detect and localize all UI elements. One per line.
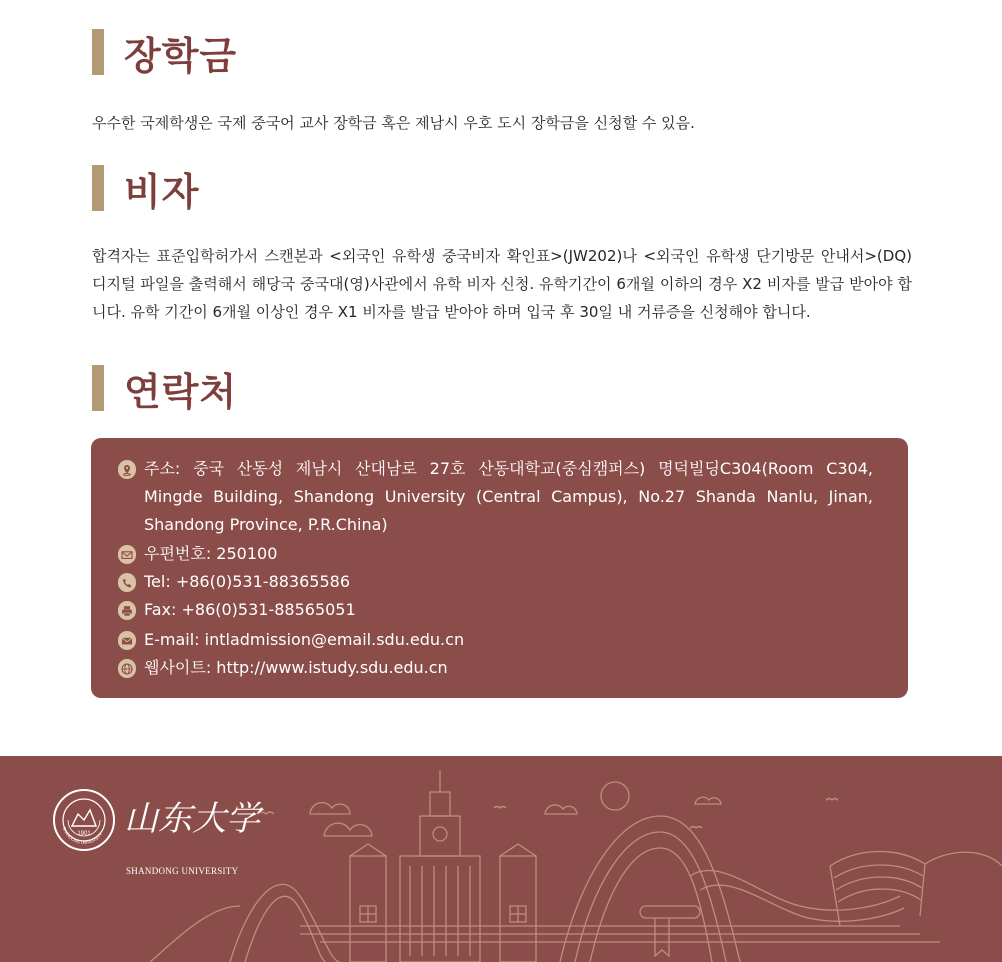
contact-title: 연락처 [124,369,238,414]
contact-heading [92,364,237,412]
fax-icon [118,601,136,619]
scholarship-text: 우수한 국제학생은 국제 중국어 교사 장학금 혹은 제남시 우호 도시 장학금을 신청할 수 있음. [92,114,695,132]
contact-email [118,626,873,654]
scholarship-title: 장학금 [124,33,238,78]
email-text: E-mail: intladmission@email.sdu.edu.cn [144,630,465,649]
university-seal [52,788,116,852]
visa-text: 합격자는 표준입학허가서 스캔본과 <외국인 유학생 중국비자 확인표>(JW202)나 <외국인 유학생 단기방문 안내서>(DQ) 디지털 파일을 출력해서 해당국 중국대(영)사관에서 유학 비자 신청. 유학기간이 6개월 이하의 경우 X2 비자를 발급 받아야 합니다. 유학 기간이 6개월 이상인 경우 X1 비자를 발급 받아야 하며 입국 후 30일 내 거류증을 신청해야 합니다. [92,247,912,321]
logo-english: SHANDONG UNIVERSITY [126,866,239,876]
visa-title: 비자 [124,169,200,214]
scholarship-heading [92,28,237,76]
address-text: 주소: 중국 산동성 제남시 산대남로 27호 산동대학교(중심캠퍼스) 명덕빌딩C304(Room C304, Mingde Building, Shandong University (Central Campus), No.27 Shanda Nanlu, Jinan, Shandong Province, P.R.China) [144,459,873,534]
visa-heading [92,164,199,212]
seal-year: 1901 [77,831,91,837]
contact-website [118,654,873,682]
phone-icon [118,573,136,591]
contact-address [118,455,873,539]
globe-icon [118,659,136,677]
heading-bar [92,365,104,411]
logo-wordmark [124,792,264,838]
postcode-text: 우편번호: 250100 [144,544,278,563]
heading-bar [92,165,104,211]
contact-tel [118,568,873,596]
contact-postcode [118,540,873,568]
logo-chinese: 山东大学 [124,799,260,838]
website-text: 웹사이트: http://www.istudy.sdu.edu.cn [144,658,448,677]
tel-text: Tel: +86(0)531-88365586 [144,572,350,591]
seal-ring-text: SHANDONG UNIVERSITY [61,826,104,846]
footer-banner [0,756,1002,962]
contact-fax [118,596,873,624]
email-icon [118,631,136,649]
location-icon [118,460,136,478]
university-logo [52,788,272,878]
mail-icon [118,545,136,563]
fax-text: Fax: +86(0)531-88565051 [144,600,356,619]
heading-bar [92,29,104,75]
